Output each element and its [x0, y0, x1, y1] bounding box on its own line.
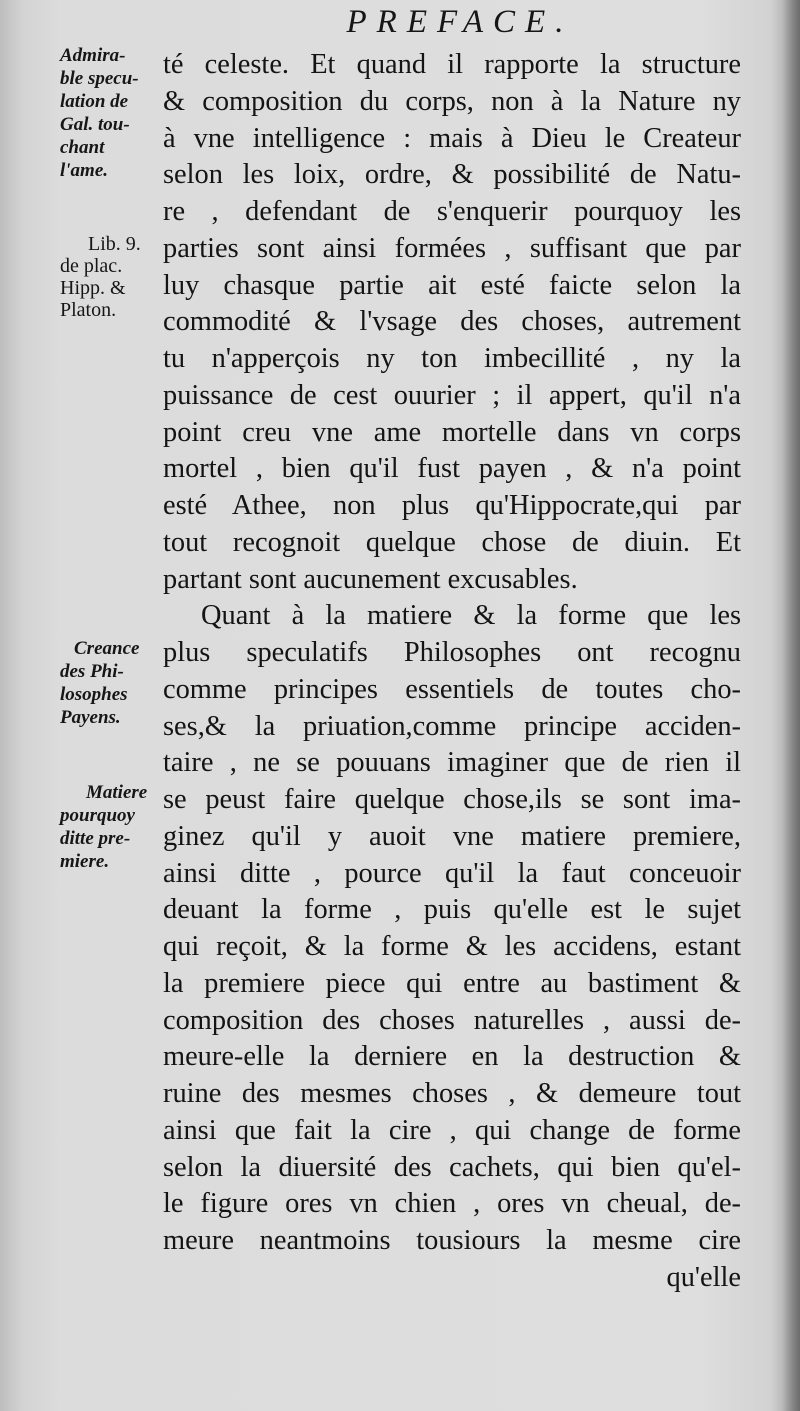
margin-note-matiere-premiere [60, 781, 160, 873]
text-line: la premiere piece qui entre au bastiment & [163, 967, 741, 999]
margin-note-line: losophes [60, 684, 128, 705]
margin-note-line: chant [60, 137, 105, 158]
text-line-paragraph-end: partant sont aucunement excusables. [163, 563, 578, 595]
page-spine-shadow [782, 0, 800, 1411]
margin-note-line: Gal. tou- [60, 114, 130, 135]
text-line: meure neantmoins tousiours la mesme cire [163, 1225, 741, 1256]
text-line: à vne intelligence : mais à Dieu le Createur [163, 122, 741, 154]
margin-note-line: Hipp. & [60, 277, 126, 299]
text-line: deuant la forme , puis qu'elle est le sujet [163, 894, 741, 926]
margin-note-reference [60, 233, 160, 321]
margin-note-creance-philosophes [60, 637, 160, 729]
text-line: luy chasque partie ait esté faicte selon la [163, 269, 741, 301]
catchword: qu'elle [666, 1261, 741, 1293]
margin-note-line: Payens. [60, 707, 121, 728]
text-line: parties sont ainsi formées , suffisant que par [163, 232, 741, 264]
text-line: taire , ne se pouuans imaginer que de rien il [163, 747, 741, 779]
text-line: esté Athee, non plus qu'Hippocrate,qui par [163, 490, 741, 521]
margin-note-line: lation de [60, 91, 129, 112]
margin-note-line: Lib. 9. [88, 233, 141, 255]
text-line: ses,& la priuation,comme principe acciden- [163, 710, 741, 742]
margin-note-line: pourquoy [60, 805, 135, 826]
text-line: puissance de cest ouurier ; il appert, qu'il n'a [163, 379, 741, 411]
margin-note-line: miere. [60, 851, 110, 872]
text-line: selon les loix, ordre, & possibilité de Natu- [163, 159, 741, 191]
text-line: se peust faire quelque chose,ils se sont ima- [163, 784, 741, 815]
margin-note-line: des Phi- [60, 661, 124, 682]
text-line-paragraph-start: Quant à la matiere & la forme que les [201, 600, 741, 632]
text-line: re , defendant de s'enquerir pourquoy les [163, 196, 741, 227]
running-head: PREFACE. [346, 4, 574, 40]
margin-note-galien-ame [60, 44, 160, 182]
text-line: point creu vne ame mortelle dans vn corps [163, 416, 741, 448]
margin-note-line: ble specu- [60, 68, 139, 89]
body-text [163, 47, 741, 1297]
margin-note-line: Matiere [86, 782, 148, 803]
text-line: comme principes essentiels de toutes cho- [163, 673, 741, 705]
text-line: commodité & l'vsage des choses, autrement [163, 306, 741, 338]
margin-note-line: Creance [74, 638, 140, 659]
text-line: selon la diuersité des cachets, qui bien qu'el- [163, 1151, 741, 1183]
margin-note-line: de plac. [60, 255, 123, 277]
text-line: composition des choses naturelles , aussi de- [163, 1004, 741, 1036]
margin-note-line: l'ame. [60, 160, 109, 181]
text-line: & composition du corps, non à la Nature ny [163, 85, 741, 117]
text-line: qui reçoit, & la forme & les accidens, estant [163, 931, 741, 962]
margin-note-line: Platon. [60, 299, 117, 321]
text-line: le figure ores vn chien , ores vn cheual, de- [163, 1188, 741, 1220]
margin-note-line: Admira- [60, 45, 126, 66]
text-line: meure-elle la derniere en la destruction & [163, 1041, 741, 1073]
margin-note-line: ditte pre- [60, 828, 131, 849]
text-line: ginez qu'il y auoit vne matiere premiere, [163, 820, 741, 852]
text-line: tu n'apperçois ny ton imbecillité , ny la [163, 343, 741, 374]
text-line: mortel , bien qu'il fust payen , & n'a point [163, 453, 741, 485]
text-line: té celeste. Et quand il rapporte la structure [163, 49, 741, 80]
text-line: plus speculatifs Philosophes ont recognu [163, 637, 741, 668]
text-line: ainsi que fait la cire , qui change de forme [163, 1114, 741, 1146]
text-line: ainsi ditte , pource qu'il la faut conceuoir [163, 857, 741, 889]
text-line: ruine des mesmes choses , & demeure tout [163, 1078, 741, 1109]
text-line: tout recognoit quelque chose de diuin. Et [163, 526, 741, 558]
